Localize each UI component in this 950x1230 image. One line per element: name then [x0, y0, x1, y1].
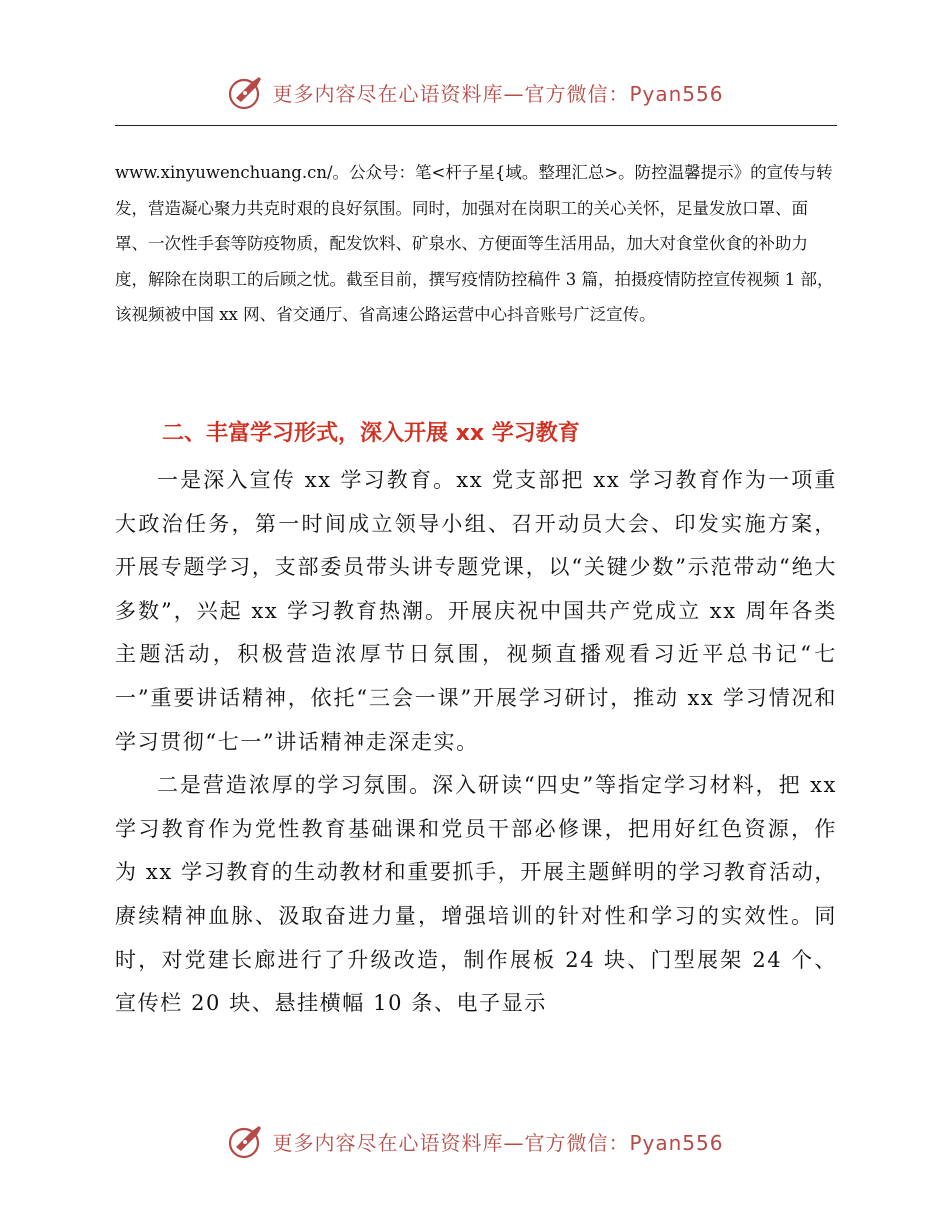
pen-nib-logo-icon — [226, 72, 266, 112]
section-heading: 二、丰富学习形式，深入开展 xx 学习教育 — [162, 421, 580, 446]
footer-banner — [0, 1116, 950, 1166]
intro-paragraph-block — [115, 155, 837, 333]
footer-slogan: 更多内容尽在心语资料库—官方微信：Pyan556 — [272, 1130, 724, 1155]
banner-slogan: 更多内容尽在心语资料库—官方微信：Pyan556 — [272, 81, 724, 106]
pen-nib-logo-icon — [226, 1121, 266, 1161]
body-text — [115, 459, 837, 1026]
header-divider — [115, 125, 837, 126]
intro-paragraph: www.xinyuwenchuang.cn/。公众号：笔<杆子星{域。整理汇总>。防控温馨提示》的宣传与转发，营造凝心聚力共克时艰的良好氛围。同时，加强对在岗职工的关心关怀，足量发放口罩、面罩、一次性手套等防疫物质，配发饮料、矿泉水、方便面等生活用品，加大对食堂伙食的补助力度，解除在岗职工的后顾之忧。截至目前，撰写疫情防控稿件 3 篇，拍摄疫情防控宣传视频 1 部，该视频被中国 xx 网、省交通厅、省高速公路运营中心抖音账号广泛宣传。 — [115, 163, 834, 324]
paragraph-1: 一是深入宣传 xx 学习教育。xx 党支部把 xx 学习教育作为一项重大政治任务，第一时间成立领导小组、召开动员大会、印发实施方案，开展专题学习，支部委员带头讲专题党课，以“关键少数”示范带动“绝大多数”，兴起 xx 学习教育热潮。开展庆祝中国共产党成立 xx 周年各类主题活动，积极营造浓厚节日氛围，视频直播观看习近平总书记“七一”重要讲话精神，依托“三会一课”开展学习研讨，推动 xx 学习情况和学习贯彻“七一”讲话精神走深走实。 — [115, 468, 837, 754]
paragraph-2: 二是营造浓厚的学习氛围。深入研读“四史”等指定学习材料，把 xx 学习教育作为党性教育基础课和党员干部必修课，把用好红色资源，作为 xx 学习教育的生动教材和重要抓手，开展主题鲜明的学习教育活动，赓续精神血脉、汲取奋进力量，增强培训的针对性和学习的实效性。同时，对党建长廊进行了升级改造，制作展板 24 块、门型展架 24 个、宣传栏 20 块、悬挂横幅 10 条、电子显示 — [115, 773, 837, 1016]
header-banner — [0, 67, 950, 117]
